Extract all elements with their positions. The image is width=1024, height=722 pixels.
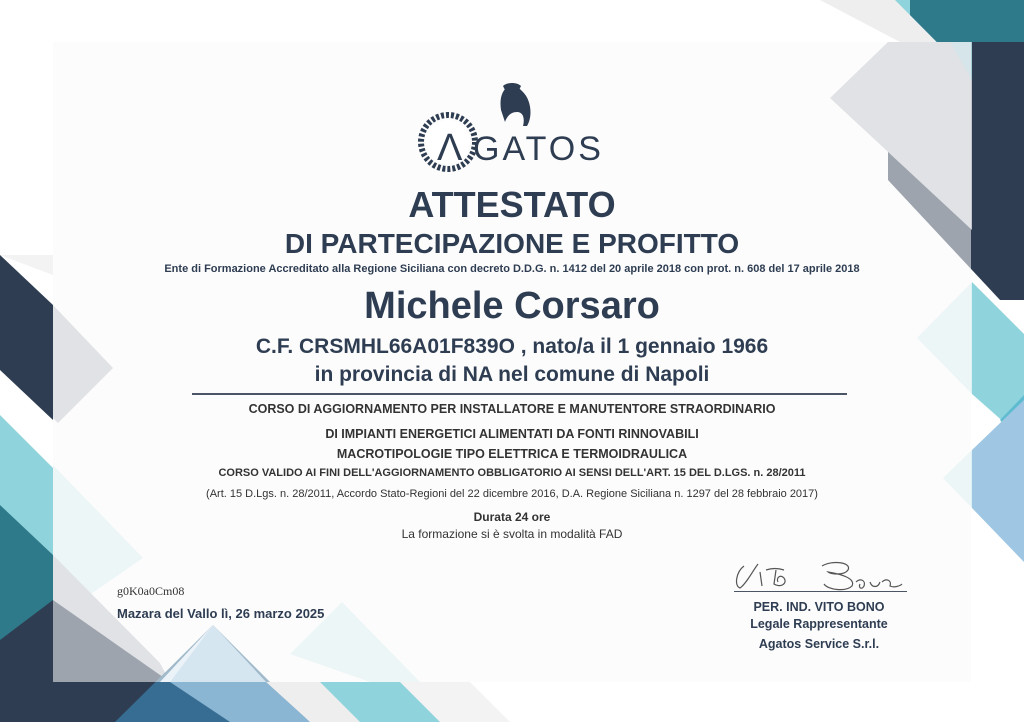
recipient-place-line: in provincia di NA nel comune di Napoli [314,363,710,386]
spartan-helmet-icon [501,83,531,126]
course-title-line-1: CORSO DI AGGIORNAMENTO PER INSTALLATORE E MANUTENTORE STRAORDINARIO [248,402,776,416]
signatory-company: Agatos Service S.r.l. [758,637,880,651]
course-references: (Art. 15 D.Lgs. n. 28/2011, Accordo Stato-Regioni del 22 dicembre 2016, D.A. Regione Siciliana n. 1297 del 28 febbraio 2017) [206,488,818,500]
svg-text:GATOS: GATOS [473,130,604,168]
agatos-logo [415,82,615,174]
certificate-subtitle: DI PARTECIPAZIONE E PROFITTO [284,228,740,259]
signature-image [732,558,907,594]
course-validity: CORSO VALIDO AI FINI DELL'AGGIORNAMENTO OBBLIGATORIO AI SENSI DELL'ART. 15 DEL D.LGS. n. 28/2011 [218,467,806,479]
place-date: Mazara del Vallo lì, 26 marzo 2025 [117,606,325,621]
course-title-line-3: MACROTIPOLOGIE TIPO ELETTRICA E TERMOIDRAULICA [336,447,688,461]
verification-code: g0K0a0Cm08 [117,584,185,598]
svg-text:Λ: Λ [437,127,465,169]
accreditation-text: Ente di Formazione Accreditato alla Regione Siciliana con decreto D.D.G. n. 1412 del 20 aprile 2018 con prot. n. 608 del 17 aprile 2018 [164,263,860,275]
signatory-name: PER. IND. VITO BONO [753,600,885,614]
divider [192,393,847,395]
certificate-title: ATTESTATO [408,184,616,225]
signature-line [734,591,907,592]
recipient-fiscal-line: C.F. CRSMHL66A01F839O , nato/a il 1 gennaio 1966 [255,335,769,358]
signatory-role: Legale Rappresentante [750,617,888,631]
course-title-line-2: DI IMPIANTI ENERGETICI ALIMENTATI DA FONTI RINNOVABILI [325,427,699,441]
course-mode: La formazione si è svolta in modalità FAD [401,527,623,541]
recipient-name: Michele Corsaro [364,285,660,327]
course-duration: Durata 24 ore [473,510,551,524]
